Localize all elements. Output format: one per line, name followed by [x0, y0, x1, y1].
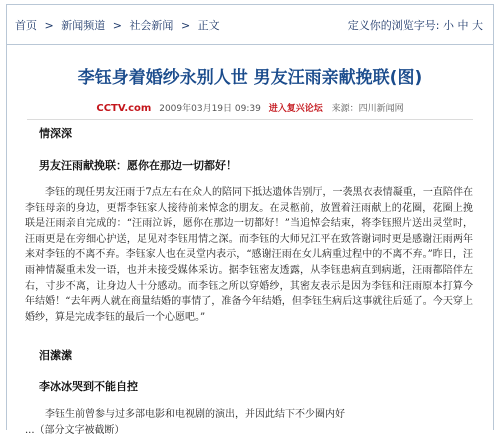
section-heading: 情深深: [39, 127, 72, 140]
breadcrumb-home[interactable]: 首页: [15, 18, 37, 32]
section-heading: 泪潆潆: [39, 349, 72, 362]
breadcrumb-society-news[interactable]: 社会新闻: [129, 18, 174, 32]
font-size-selector: [348, 17, 483, 33]
site-logo-text[interactable]: CCTV.com: [96, 103, 152, 114]
publish-time: 2009年03月19日 09:39: [159, 104, 261, 114]
breadcrumb-separator: >: [180, 18, 191, 32]
article-title: 李钰身着婚纱永别人世 男友汪雨亲献挽联(图): [77, 68, 423, 88]
article-frame: [6, 4, 494, 436]
article-source: 来源：四川新闻网: [331, 104, 404, 114]
paragraph-line: 李钰生前曾参与过多部电影和电视剧的演出，并因此结下不少圈内好: [45, 409, 345, 420]
font-size-medium[interactable]: 中: [457, 18, 469, 32]
breadcrumb-current: 正文: [197, 18, 220, 32]
breadcrumb: [15, 17, 220, 33]
section-subheading: 男友汪雨献挽联：愿你在那边一切都好！: [39, 159, 237, 172]
paragraph-line-cut: ...（部分文字被截断）: [25, 424, 125, 436]
forum-link[interactable]: 进入复兴论坛: [268, 104, 323, 114]
breadcrumb-separator: >: [44, 18, 54, 32]
article-meta: [7, 101, 493, 114]
article-paragraph: 李钰的现任男友汪雨于7点左右在众人的陪同下抵达遗体告别厅，一袭黑衣表情凝重，一直陪伴在李钰母亲的身边，更帮李钰家人接待前来悼念的朋友。在灵柩前，放置着汪雨献上的花圈，花圈上挽联是汪雨亲自完成的：“汪雨泣诉，愿你在那边一切都好！”当追悼会结束，将李钰照片送出灵堂时，汪雨更是在旁细心护送，足见对李钰用情之深。而李钰的大师兄江平在致答谢词时更是感谢汪雨两年来对李钰的不离不弃。李钰家人也在灵堂内表示，“感谢汪雨在女儿病重过程中的不离不弃。”昨日，汪雨神情凝重未发一语，也并未接受媒体采访。据李钰密友透露，从李钰患病直到病逝，汪雨都陪伴左右，寸步不离，让身边人十分感动。而李钰之所以穿婚纱，其密友表示是因为李钰和汪雨原本打算今年结婚！“去年两人就在商量结婚的事情了，准备今年结婚，但李钰生病后这事就往后延了。今天穿上婚纱，算是完成李钰的最后一个心愿吧。”: [25, 187, 473, 323]
meta-divider: [27, 119, 473, 120]
section-subheading: 李冰冰哭到不能自控: [39, 380, 138, 393]
article-paragraph: [25, 407, 473, 436]
font-size-small[interactable]: 小: [443, 18, 454, 32]
breadcrumb-bar: [7, 5, 493, 45]
breadcrumb-news-channel[interactable]: 新闻频道: [61, 18, 106, 32]
font-size-large[interactable]: 大: [472, 18, 483, 32]
font-size-label: 定义你的浏览字号:: [347, 18, 440, 32]
breadcrumb-separator: >: [112, 18, 122, 32]
